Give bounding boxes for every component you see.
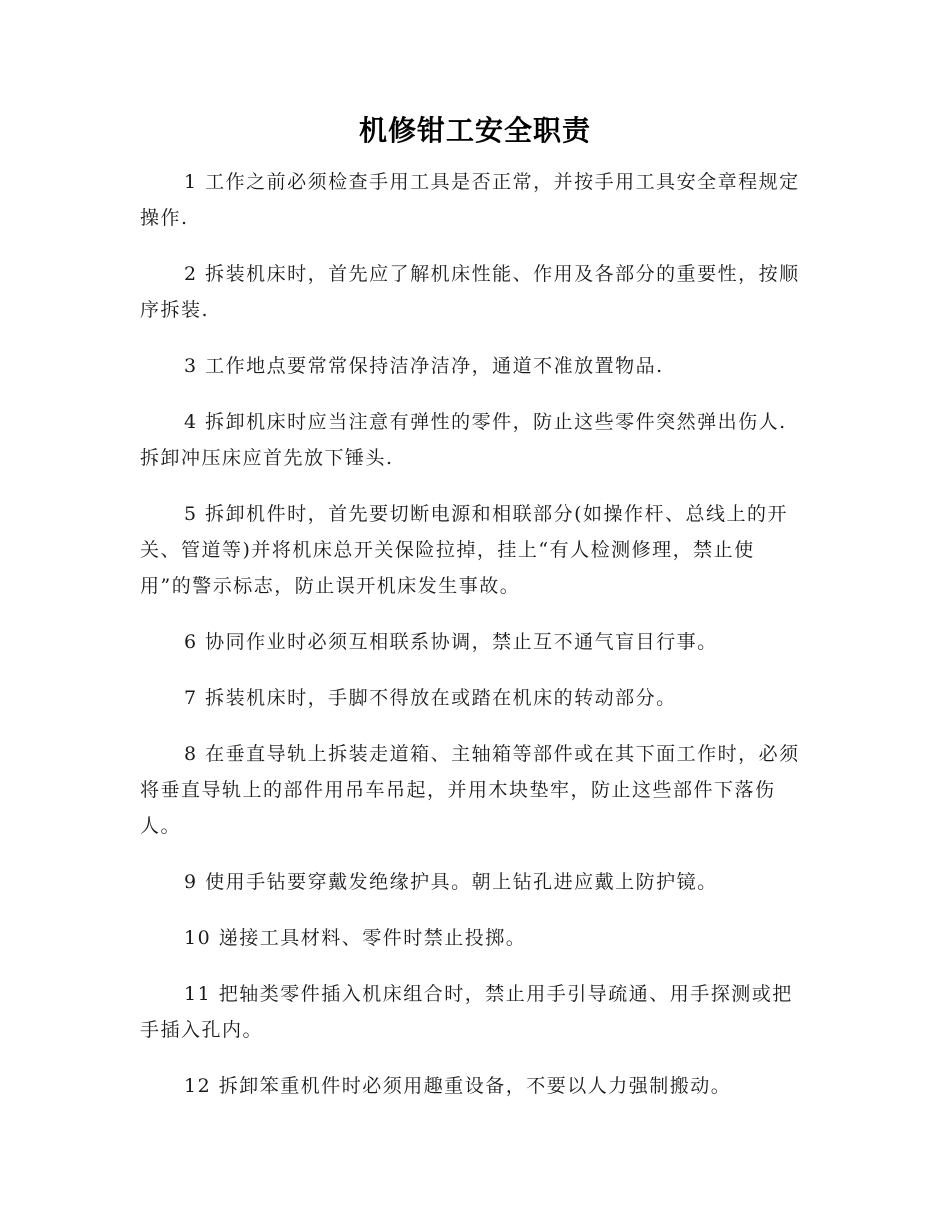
paragraph-9: 9 使用手钻要穿戴发绝缘护具。朝上钻孔进应戴上防护镜。 xyxy=(184,871,718,893)
paragraph-4: 4 拆卸机床时应当注意有弹性的零件，防止这些零件突然弹出伤人.拆卸冲压床应首先放下锤头. xyxy=(140,411,787,469)
paragraph-2: 2 拆装机床时，首先应了解机床性能、作用及各部分的重要性，按顺序拆装. xyxy=(140,263,800,321)
paragraph-10: 10 递接工具材料、零件时禁止投掷。 xyxy=(184,927,527,949)
paragraph-12: 12 拆卸笨重机件时必须用趣重设备，不要以人力强制搬动。 xyxy=(184,1075,732,1097)
paragraph-7: 7 拆装机床时，手脚不得放在或踏在机床的转动部分。 xyxy=(184,687,677,709)
paragraph-3: 3 工作地点要常常保持洁净洁净，通道不准放置物品. xyxy=(184,355,664,377)
paragraph-1: 1 工作之前必须检查手用工具是否正常，并按手用工具安全章程规定操作. xyxy=(140,171,800,229)
document-body xyxy=(140,164,805,1124)
document-title: 机修钳工安全职责 xyxy=(358,114,591,147)
paragraph-8: 8 在垂直导轨上拆装走道箱、主轴箱等部件或在其下面工作时，必须将垂直导轨上的部件用吊车吊起，并用木块垫牢，防止这些部件下落伤人。 xyxy=(140,743,800,837)
paragraph-5: 5 拆卸机件时，首先要切断电源和相联部分(如操作杆、总线上的开关、管道等)并将机床总开关保险拉掉，挂上“有人检测修理，禁止使用”的警示标志，防止误开机床发生事故。 xyxy=(140,503,789,597)
paragraph-6: 6 协同作业时必须互相联系协调，禁止互不通气盲目行事。 xyxy=(184,631,718,653)
paragraph-11: 11 把轴类零件插入机床组合时，禁止用手引导疏通、用手探测或把手插入孔内。 xyxy=(140,983,793,1041)
